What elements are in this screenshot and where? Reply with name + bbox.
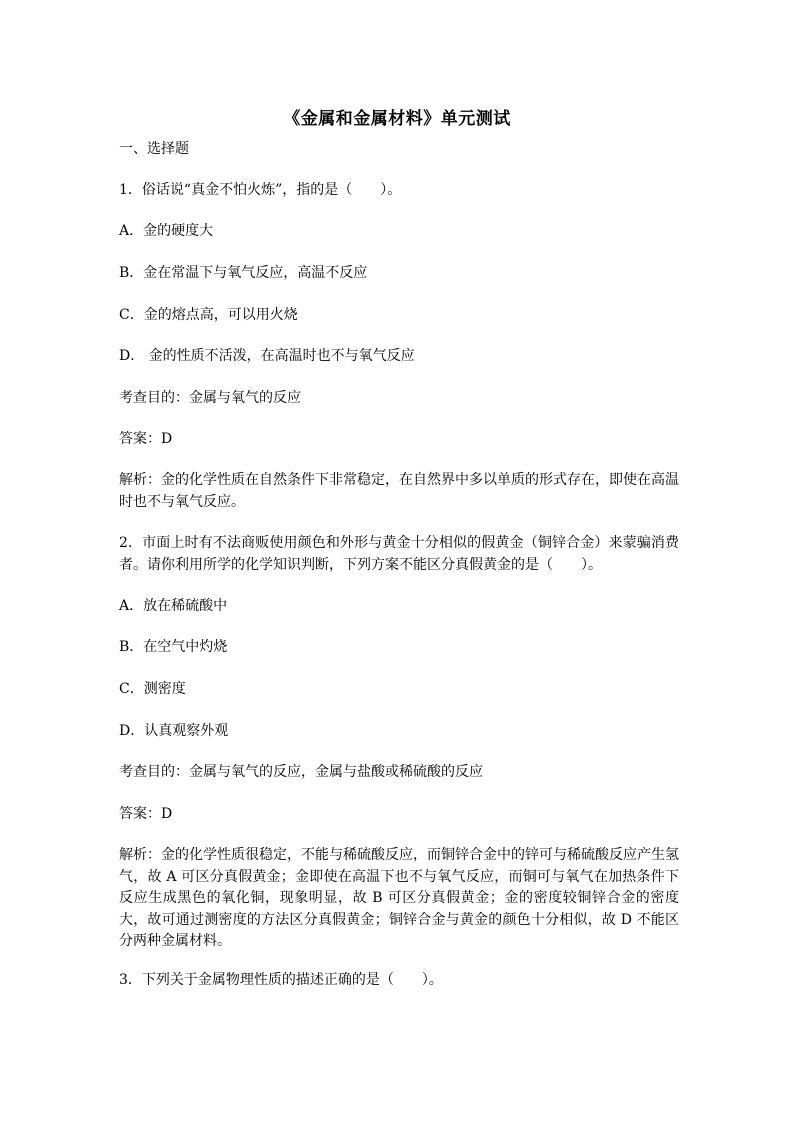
question-2-option-a: A．放在稀硫酸中 — [119, 598, 228, 614]
question-2-option-d: D．认真观察外观 — [119, 723, 229, 739]
question-1-option-a: A．金的硬度大 — [119, 223, 214, 239]
question-2-analysis: 解析：金的化学性质很稳定，不能与稀硫酸反应，而铜锌合金中的锌可与稀硫酸反应产生氢气，故 A 可区分真假黄金；金即使在高温下也不与氧气反应，而铜可与氧气在加热条件下反应生成黑色的氧化铜，现象明显，故 B 可区分真假黄金；金的密度较铜锌合金的密度大，故可通过测密度的方法区分真假黄金；铜锌合金与黄金的颜色十分相似，故 D 不能区分两种金属材料。 — [119, 847, 679, 949]
question-1-option-c: C．金的熔点高，可以用火烧 — [119, 307, 298, 323]
page-title: 《金属和金属材料》单元测试 — [283, 109, 511, 129]
question-1-purpose: 考查目的：金属与氧气的反应 — [119, 390, 301, 406]
question-2-option-b: B．在空气中灼烧 — [119, 639, 228, 655]
question-1-stem: 1．俗话说“真金不怕火炼”，指的是（ ）。 — [119, 182, 402, 198]
question-1-option-b: B．金在常温下与氧气反应，高温不反应 — [119, 265, 368, 281]
question-3-stem: 3．下列关于金属物理性质的描述正确的是（ ）。 — [119, 972, 443, 988]
question-2-stem: 2．市面上时有不法商贩使用颜色和外形与黄金十分相似的假黄金（铜锌合金）来蒙骗消费者。请你利用所学的化学知识判断，下列方案不能区分真假黄金的是（ ）。 — [119, 535, 679, 573]
question-2-answer: 答案：D — [119, 806, 173, 822]
question-1-answer: 答案：D — [119, 431, 173, 447]
question-1-option-d: D． 金的性质不活泼，在高温时也不与氧气反应 — [119, 348, 415, 364]
question-1-analysis: 解析：金的化学性质在自然条件下非常稳定，在自然界中多以单质的形式存在，即使在高温时也不与氧气反应。 — [119, 472, 679, 510]
question-2-purpose: 考查目的：金属与氧气的反应，金属与盐酸或稀硫酸的反应 — [119, 764, 483, 780]
question-2-option-c: C．测密度 — [119, 681, 186, 697]
section-heading: 一、选择题 — [119, 141, 189, 157]
